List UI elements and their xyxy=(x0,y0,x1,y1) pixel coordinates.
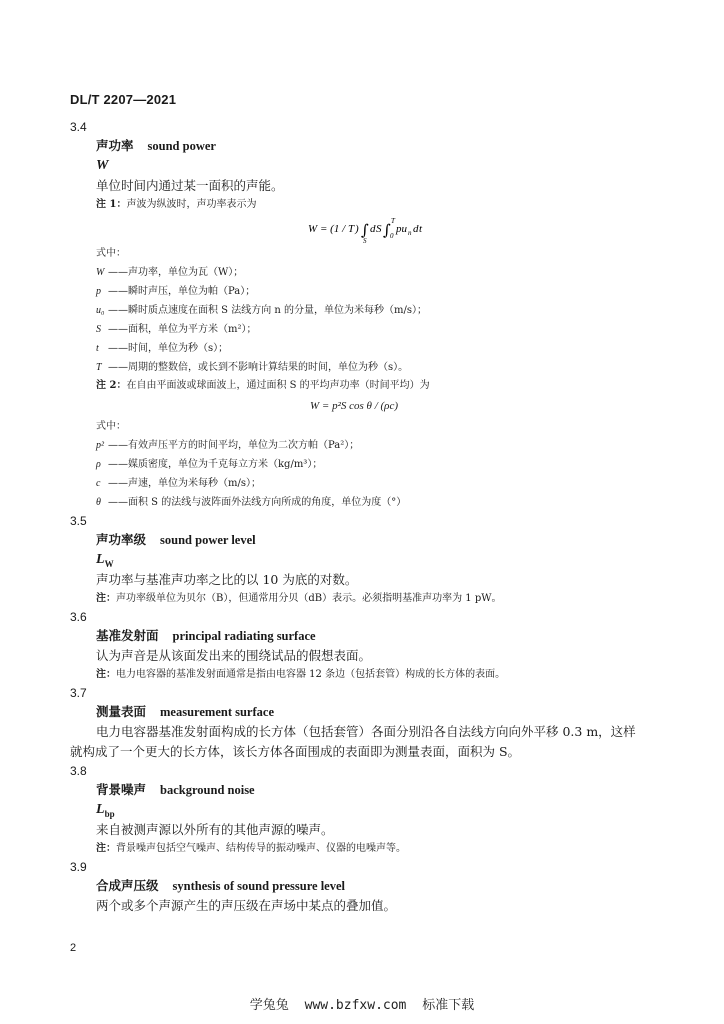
svg-text:∫: ∫ xyxy=(361,221,369,240)
variable-description: ——瞬时声压，单位为帕（Pa）； xyxy=(108,286,256,297)
variable-definition xyxy=(96,320,724,339)
term-title xyxy=(96,876,724,896)
term-definition: 两个或多个声源产生的声压级在声场中某点的叠加值。 xyxy=(96,898,397,913)
term-title-cn: 基准发射面 xyxy=(96,628,159,643)
where-label: 式中： xyxy=(96,248,126,259)
variable-description: ——面积，单位为平方米（m²）； xyxy=(108,324,257,335)
term-title xyxy=(96,530,724,550)
variable-symbol: p xyxy=(96,286,101,297)
term-title-en: principal radiating surface xyxy=(172,629,316,643)
footer-url: www.bzfxw.com xyxy=(304,998,407,1013)
formula-average-power: W = p²S cos θ / (ρc) xyxy=(310,400,398,412)
note: 注：声功率级单位为贝尔（B），但通常用分贝（dB）表示。必须指明基准声功率为 1 pW。 xyxy=(96,593,502,604)
term-definition: 认为声音是从该面发出来的围绕试品的假想表面。 xyxy=(96,648,372,663)
section-3-6 xyxy=(0,608,724,684)
svg-text:S: S xyxy=(363,237,367,245)
term-definition: 声功率与基准声功率之比的以 10 为底的对数。 xyxy=(96,572,358,587)
term-title-en: measurement surface xyxy=(160,705,274,719)
svg-text:= (1 /: = (1 / xyxy=(320,223,346,236)
variable-definition xyxy=(96,474,724,493)
variable-definition xyxy=(96,493,724,512)
variable-definition xyxy=(96,455,724,474)
section-3-8 xyxy=(0,762,724,858)
term-definition: 单位时间内通过某一面积的声能。 xyxy=(96,178,284,193)
variable-symbol: c xyxy=(96,478,101,489)
variable-definition xyxy=(96,301,724,320)
term-symbol: $L_W$ xyxy=(96,552,114,569)
term-title-en: sound power level xyxy=(160,533,256,547)
section-number: 3.6 xyxy=(70,610,87,624)
variable-symbol: p² xyxy=(96,440,104,451)
standard-code: DL/T 2207—2021 xyxy=(70,92,177,107)
term-title-cn: 测量表面 xyxy=(96,704,147,719)
variable-definition xyxy=(96,358,724,377)
term-symbol: W xyxy=(96,158,109,173)
formula-graphic xyxy=(308,214,448,244)
svg-text:d: d xyxy=(413,223,419,236)
svg-text:W: W xyxy=(308,223,318,236)
svg-text:d: d xyxy=(370,223,376,236)
term-definition: 来自被测声源以外所有的其他声源的噪声。 xyxy=(96,822,334,837)
variable-description: ——面积 S 的法线与波阵面外法线方向所成的角度，单位为度（°） xyxy=(108,497,407,508)
term-title xyxy=(96,780,724,800)
section-3-4 xyxy=(0,118,724,512)
svg-text:t: t xyxy=(419,223,423,236)
note: 注：电力电容器的基准发射面通常是指由电容器 12 条边（包括套管）构成的长方体的表面。 xyxy=(96,669,506,680)
variable-symbol: ρ xyxy=(96,459,101,470)
note-1: 注 1：声波为纵波时，声功率表示为 xyxy=(96,199,257,210)
where-label: 式中： xyxy=(96,421,126,432)
svg-text:∫: ∫ xyxy=(383,221,391,240)
term-symbol: $L_{bp}$ xyxy=(96,802,115,819)
section-3-7 xyxy=(0,684,724,762)
term-title xyxy=(96,626,724,646)
term-title-en: background noise xyxy=(160,783,255,797)
term-title-cn: 背景噪声 xyxy=(96,782,147,797)
section-number: 3.8 xyxy=(70,764,87,778)
term-title-en: sound power xyxy=(147,139,216,153)
variable-description: ——媒质密度，单位为千克每立方米（kg/m³）； xyxy=(108,459,323,470)
variable-description: ——周期的整数倍，或长到不影响计算结果的时间，单位为秒（s）。 xyxy=(108,362,409,373)
section-number: 3.4 xyxy=(70,120,87,134)
section-number: 3.5 xyxy=(70,514,87,528)
variable-description: ——有效声压平方的时间平均，单位为二次方帕（Pa²）； xyxy=(108,440,360,451)
variable-symbol: W xyxy=(96,267,105,278)
variable-description: ——声速，单位为米每秒（m/s）； xyxy=(108,478,261,489)
svg-text:0: 0 xyxy=(390,232,394,241)
note: 注：背景噪声包括空气噪声、结构传导的振动噪声、仪器的电噪声等。 xyxy=(96,843,406,854)
term-title xyxy=(96,136,724,156)
svg-text:T: T xyxy=(391,217,395,226)
variable-definition xyxy=(96,339,724,358)
term-definition: 电力电容器基准发射面构成的长方体（包括套管）各面分别沿各自法线方向向外平移 0.3 m，这样 就构成了一个更大的长方体，该长方体各面围成的表面即为测量表面，面积为 S。 xyxy=(70,724,636,759)
footer-site-name: 学兔兔 xyxy=(249,998,289,1013)
page-number: 2 xyxy=(70,942,77,954)
svg-text:n: n xyxy=(408,229,412,238)
variable-symbol: S xyxy=(96,324,101,335)
variable-definition xyxy=(96,263,724,282)
term-title-cn: 合成声压级 xyxy=(96,878,159,893)
variable-description: ——声功率，单位为瓦（W）； xyxy=(108,267,244,278)
variable-definition xyxy=(96,282,724,301)
variable-symbol: θ xyxy=(96,497,101,508)
variable-description: ——瞬时质点速度在面积 S 法线方向 n 的分量，单位为米每秒（m/s）； xyxy=(108,305,427,316)
section-number: 3.9 xyxy=(70,860,87,874)
svg-text:pu: pu xyxy=(396,223,407,236)
term-title-en: synthesis of sound pressure level xyxy=(172,879,345,893)
formula-sound-power xyxy=(0,214,724,244)
svg-text:S: S xyxy=(376,223,382,236)
section-number: 3.7 xyxy=(70,686,87,700)
section-3-5 xyxy=(0,512,724,608)
svg-text:): ) xyxy=(355,223,359,236)
term-title-cn: 声功率级 xyxy=(96,532,147,547)
term-title-cn: 声功率 xyxy=(96,138,134,153)
footer-tagline: 标准下载 xyxy=(422,998,475,1013)
section-3-9 xyxy=(0,858,724,916)
variable-symbol: t xyxy=(96,343,99,354)
document-body xyxy=(0,118,724,916)
variable-symbol: T xyxy=(96,362,102,373)
footer-watermark xyxy=(0,994,724,1013)
note-2: 注 2：在自由平面波或球面波上，通过面积 S 的平均声功率（时间平均）为 xyxy=(96,380,430,391)
term-title xyxy=(96,702,724,722)
variable-description: ——时间，单位为秒（s）； xyxy=(108,343,229,354)
variable-symbol: u₀ xyxy=(96,305,105,316)
variable-definition xyxy=(96,436,724,455)
svg-text:T: T xyxy=(348,223,355,236)
